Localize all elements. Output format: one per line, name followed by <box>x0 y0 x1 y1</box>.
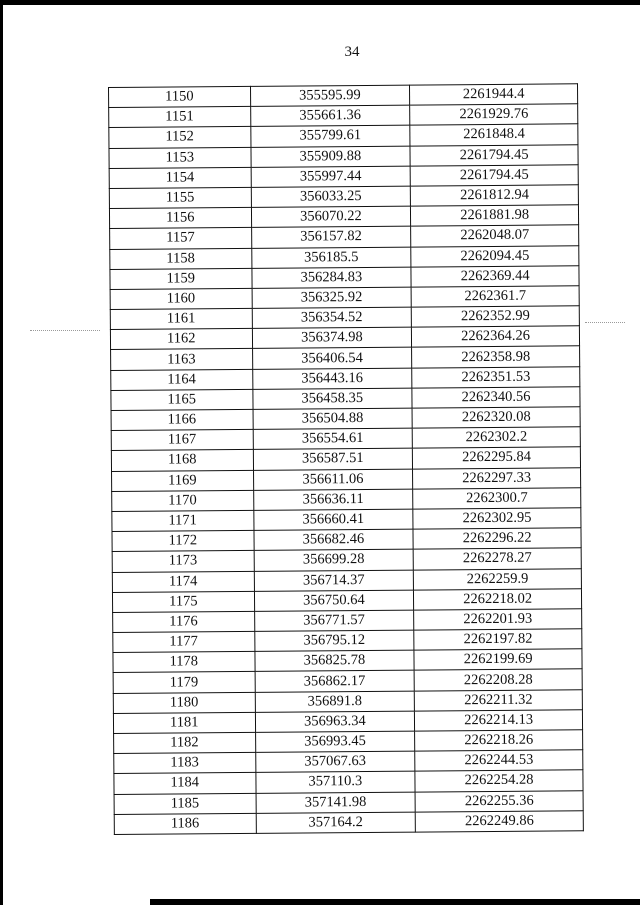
x-coordinate-cell: 356699.28 <box>254 549 414 570</box>
y-coordinate-cell: 2262351.53 <box>412 366 580 388</box>
y-coordinate-cell: 2262214.13 <box>415 710 583 732</box>
point-number-cell: 1182 <box>114 732 256 753</box>
point-number-cell: 1152 <box>109 127 251 148</box>
point-number-cell: 1158 <box>110 248 252 269</box>
y-coordinate-cell: 2262244.53 <box>415 750 583 772</box>
y-coordinate-cell: 2262369.44 <box>411 265 579 287</box>
point-number-cell: 1166 <box>111 409 253 430</box>
point-number-cell: 1171 <box>112 510 254 531</box>
x-coordinate-cell: 356504.88 <box>253 408 413 429</box>
x-coordinate-cell: 355997.44 <box>251 166 411 187</box>
point-number-cell: 1153 <box>109 147 251 168</box>
x-coordinate-cell: 356825.78 <box>254 650 414 671</box>
y-coordinate-cell: 2262254.28 <box>415 770 583 792</box>
point-number-cell: 1161 <box>110 308 252 329</box>
y-coordinate-cell: 2262278.27 <box>413 548 581 570</box>
point-number-cell: 1185 <box>114 793 256 814</box>
x-coordinate-cell: 356284.83 <box>251 267 411 288</box>
point-number-cell: 1167 <box>111 430 253 451</box>
point-number-cell: 1163 <box>111 349 253 370</box>
x-coordinate-cell: 357110.3 <box>255 771 415 792</box>
y-coordinate-cell: 2262361.7 <box>411 286 579 308</box>
point-number-cell: 1156 <box>109 208 251 229</box>
y-coordinate-cell: 2262249.86 <box>415 811 583 833</box>
point-number-cell: 1174 <box>112 571 254 592</box>
y-coordinate-cell: 2262218.26 <box>415 730 583 752</box>
x-coordinate-cell: 355661.36 <box>250 105 410 126</box>
x-coordinate-cell: 356714.37 <box>254 570 414 591</box>
x-coordinate-cell: 356157.82 <box>251 226 411 247</box>
coordinates-table-body <box>109 84 584 835</box>
table-row <box>114 811 583 835</box>
scan-edge-top <box>0 0 640 5</box>
point-number-cell: 1168 <box>111 450 253 471</box>
x-coordinate-cell: 356993.45 <box>255 731 415 752</box>
x-coordinate-cell: 356033.25 <box>251 186 411 207</box>
point-number-cell: 1162 <box>110 329 252 350</box>
y-coordinate-cell: 2261794.45 <box>410 165 578 187</box>
point-number-cell: 1172 <box>112 530 254 551</box>
y-coordinate-cell: 2262302.95 <box>413 508 581 530</box>
x-coordinate-cell: 356660.41 <box>253 509 413 530</box>
x-coordinate-cell: 355799.61 <box>250 126 410 147</box>
point-number-cell: 1165 <box>111 389 253 410</box>
x-coordinate-cell: 356682.46 <box>254 529 414 550</box>
x-coordinate-cell: 356891.8 <box>255 691 415 712</box>
scan-noise-right <box>585 322 625 324</box>
point-number-cell: 1154 <box>109 167 251 188</box>
y-coordinate-cell: 2262340.56 <box>412 387 580 409</box>
y-coordinate-cell: 2262302.2 <box>412 427 580 449</box>
x-coordinate-cell: 356611.06 <box>253 469 413 490</box>
y-coordinate-cell: 2261929.76 <box>410 104 578 126</box>
x-coordinate-cell: 356771.57 <box>254 610 414 631</box>
y-coordinate-cell: 2262255.36 <box>415 790 583 812</box>
y-coordinate-cell: 2262211.32 <box>415 689 583 711</box>
x-coordinate-cell: 357141.98 <box>256 792 416 813</box>
coordinates-table <box>108 83 584 835</box>
y-coordinate-cell: 2261794.45 <box>410 144 578 166</box>
point-number-cell: 1169 <box>112 470 254 491</box>
y-coordinate-cell: 2261848.4 <box>410 124 578 146</box>
point-number-cell: 1175 <box>112 591 254 612</box>
y-coordinate-cell: 2262364.26 <box>412 326 580 348</box>
point-number-cell: 1151 <box>109 107 251 128</box>
y-coordinate-cell: 2261944.4 <box>410 84 578 106</box>
scan-edge-bottom <box>150 899 640 905</box>
y-coordinate-cell: 2262218.02 <box>414 588 582 610</box>
x-coordinate-cell: 356636.11 <box>253 489 413 510</box>
point-number-cell: 1180 <box>113 692 255 713</box>
point-number-cell: 1176 <box>113 611 255 632</box>
x-coordinate-cell: 356070.22 <box>251 206 411 227</box>
point-number-cell: 1184 <box>114 773 256 794</box>
point-number-cell: 1170 <box>112 490 254 511</box>
y-coordinate-cell: 2262048.07 <box>411 225 579 247</box>
y-coordinate-cell: 2262297.33 <box>413 467 581 489</box>
x-coordinate-cell: 356795.12 <box>254 630 414 651</box>
x-coordinate-cell: 356587.51 <box>253 448 413 469</box>
point-number-cell: 1177 <box>113 631 255 652</box>
x-coordinate-cell: 357164.2 <box>256 812 416 833</box>
y-coordinate-cell: 2261812.94 <box>411 185 579 207</box>
point-number-cell: 1157 <box>110 228 252 249</box>
x-coordinate-cell: 356862.17 <box>255 671 415 692</box>
point-number-cell: 1173 <box>112 551 254 572</box>
x-coordinate-cell: 355595.99 <box>250 85 410 106</box>
x-coordinate-cell: 355909.88 <box>251 146 411 167</box>
x-coordinate-cell: 356443.16 <box>252 368 412 389</box>
y-coordinate-cell: 2262208.28 <box>414 669 582 691</box>
y-coordinate-cell: 2262094.45 <box>411 245 579 267</box>
y-coordinate-cell: 2262320.08 <box>412 407 580 429</box>
x-coordinate-cell: 356325.92 <box>252 287 412 308</box>
x-coordinate-cell: 356750.64 <box>254 590 414 611</box>
y-coordinate-cell: 2261881.98 <box>411 205 579 227</box>
x-coordinate-cell: 356374.98 <box>252 327 412 348</box>
page-number: 34 <box>344 44 360 60</box>
y-coordinate-cell: 2262201.93 <box>414 609 582 631</box>
point-number-cell: 1181 <box>113 712 255 733</box>
x-coordinate-cell: 356354.52 <box>252 307 412 328</box>
y-coordinate-cell: 2262300.7 <box>413 488 581 510</box>
x-coordinate-cell: 356185.5 <box>251 247 411 268</box>
scan-edge-left <box>0 0 3 905</box>
x-coordinate-cell: 357067.63 <box>255 751 415 772</box>
point-number-cell: 1183 <box>114 753 256 774</box>
y-coordinate-cell: 2262296.22 <box>413 528 581 550</box>
y-coordinate-cell: 2262358.98 <box>412 346 580 368</box>
y-coordinate-cell: 2262295.84 <box>413 447 581 469</box>
point-number-cell: 1178 <box>113 652 255 673</box>
x-coordinate-cell: 356406.54 <box>252 348 412 369</box>
y-coordinate-cell: 2262199.69 <box>414 649 582 671</box>
point-number-cell: 1186 <box>114 813 256 834</box>
point-number-cell: 1150 <box>109 86 251 107</box>
y-coordinate-cell: 2262259.9 <box>414 568 582 590</box>
point-number-cell: 1155 <box>109 187 251 208</box>
point-number-cell: 1159 <box>110 268 252 289</box>
x-coordinate-cell: 356554.61 <box>253 428 413 449</box>
point-number-cell: 1160 <box>110 288 252 309</box>
scan-noise-left <box>30 330 100 332</box>
y-coordinate-cell: 2262352.99 <box>412 306 580 328</box>
x-coordinate-cell: 356963.34 <box>255 711 415 732</box>
x-coordinate-cell: 356458.35 <box>252 388 412 409</box>
y-coordinate-cell: 2262197.82 <box>414 629 582 651</box>
point-number-cell: 1164 <box>111 369 253 390</box>
point-number-cell: 1179 <box>113 672 255 693</box>
